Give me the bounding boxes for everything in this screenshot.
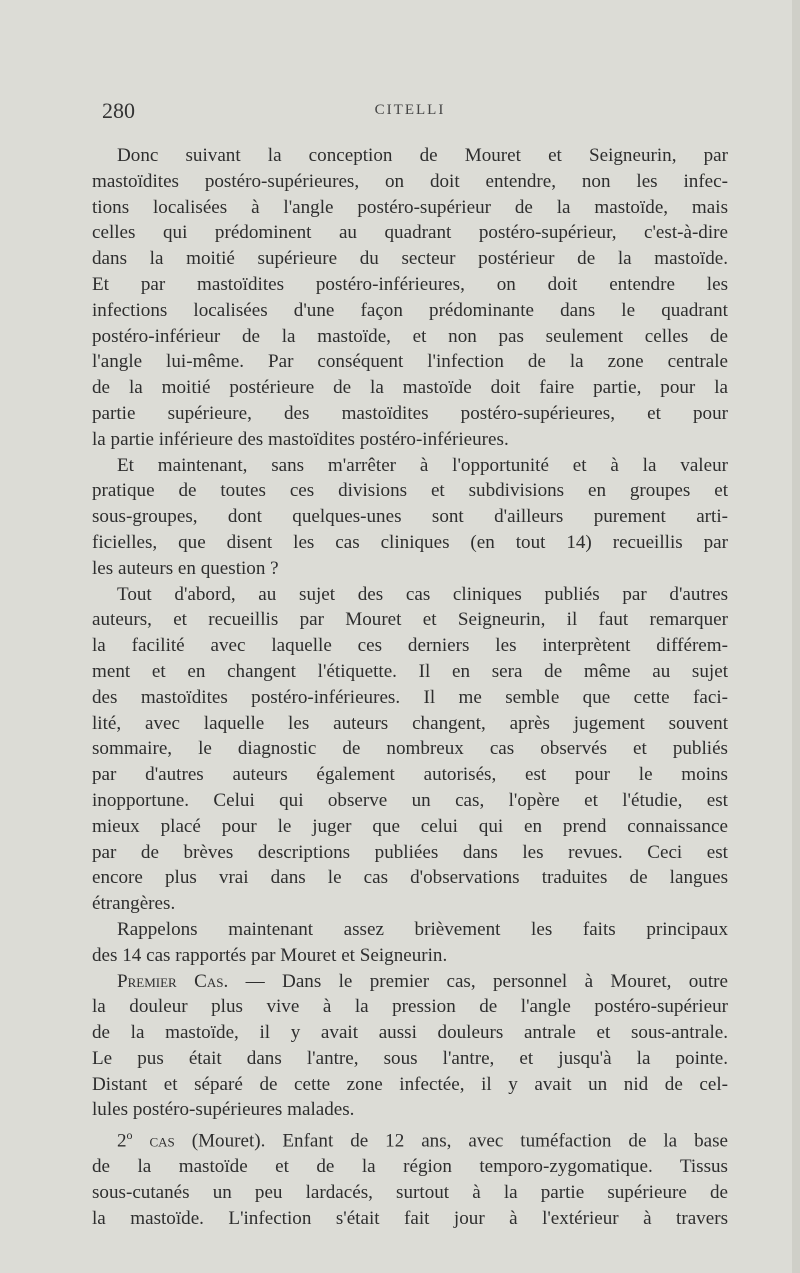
text-line: infections localisées d'une façon prédominante dans le quadrant [92,299,728,321]
text-line: de la mastoïde et de la région temporo-zygomatique. Tissus [92,1156,728,1178]
text-line: la douleur plus vive à la pression de l'angle postéro-supérieur [92,996,728,1018]
paragraph-first-case [92,969,728,1124]
text-line: Tout d'abord, au sujet des cas cliniques publiés par d'autres [117,583,728,605]
paragraph-second-case [92,1123,728,1232]
text-line: partie supérieure, des mastoïdites postéro-supérieures, et pour [92,402,728,424]
text-line: Distant et séparé de cette zone infectée, il y avait un nid de cel- [92,1073,728,1095]
paragraph-mastoid-definitions [92,143,728,453]
page-number: 280 [102,98,135,123]
text-line: mieux placé pour le juger que celui qui en prend connaissance [92,815,728,837]
text-line: dans la moitié supérieure du secteur postérieur de la mastoïde. [92,248,728,270]
paragraph-other-authors [92,582,728,917]
text-line: étrangères. [92,893,176,915]
text-line: postéro-inférieur de la mastoïde, et non pas seulement celles de [92,325,728,347]
text-line: par d'autres auteurs également autorisés, est pour le moins [92,764,728,786]
text-line: de la mastoïde, il y avait aussi douleurs antrale et sous-antrale. [92,1022,728,1044]
text-line: sous-groupes, dont quelques-unes sont d'ailleurs purement arti- [92,506,728,528]
text-line: Le pus était dans l'antre, sous l'antre, et jusqu'à la pointe. [92,1047,728,1069]
text-line: inopportune. Celui qui observe un cas, l'opère et l'étudie, est [92,789,728,811]
text-line: lules postéro-supérieures malades. [92,1099,355,1121]
text-line: Rappelons maintenant assez brièvement les faits principaux [117,918,728,940]
text-line: par de brèves descriptions publiées dans les revues. Ceci est [92,841,728,863]
text-line: des 14 cas rapportés par Mouret et Seigneurin. [92,944,448,966]
paragraph-clinical-question [92,453,728,582]
text-line: lité, avec laquelle les auteurs changent, après jugement souvent [92,712,728,734]
text-line: Et par mastoïdites postéro-inférieures, on doit entendre les [92,273,728,295]
case-number: 2 [117,1130,127,1152]
case-heading: cas [132,1130,175,1152]
text-line: les auteurs en question ? [92,557,279,579]
text-line: de la moitié postérieure de la mastoïde doit faire partie, pour la [92,377,728,399]
running-head [92,98,728,128]
case-heading: Premier Cas. [117,970,229,992]
text-line [92,1123,728,1154]
text-line: des mastoïdites postéro-inférieures. Il me semble que cette faci- [92,686,728,708]
text-line: sous-cutanés un peu lardacés, surtout à la partie supérieure de [92,1182,728,1204]
text-line: la facilité avec laquelle ces derniers les interprètent différem- [92,635,728,657]
text-line: mastoïdites postéro-supérieures, on doit entendre, non les infec- [92,170,728,192]
text-line: l'angle lui-même. Par conséquent l'infection de la zone centrale [92,351,728,373]
text-line: ficielles, que disent les cas cliniques (en tout 14) recueillis par [92,531,728,553]
body-text [92,143,728,1232]
text-line: celles qui prédominent au quadrant postéro-supérieur, c'est-à-dire [92,222,728,244]
text-line: ment et en changent l'étiquette. Il en sera de même au sujet [92,660,728,682]
text-line: pratique de toutes ces divisions et subdivisions en groupes et [92,480,728,502]
text-line: la mastoïde. L'infection s'était fait jour à l'extérieur à travers [92,1208,728,1230]
text-line-content: — Dans le premier cas, personnel à Mouret, outre [228,970,728,992]
text-line: encore plus vrai dans le cas d'observations traduites de langues [92,867,728,889]
text-line: auteurs, et recueillis par Mouret et Seigneurin, il faut remarquer [92,609,728,631]
text-line-content: (Mouret). Enfant de 12 ans, avec tuméfaction de la base [174,1130,728,1152]
text-line: tions localisées à l'angle postéro-supérieur de la mastoïde, mais [92,196,728,218]
paragraph-summary-intro [92,917,728,969]
text-line: Donc suivant la conception de Mouret et Seigneurin, par [117,145,728,166]
text-line: sommaire, le diagnostic de nombreux cas observés et publiés [92,738,728,760]
running-title: CITELLI [374,102,446,118]
text-line: la partie inférieure des mastoïdites postéro-inférieures. [92,428,509,450]
text-line: Et maintenant, sans m'arrêter à l'opportunité et à la valeur [117,454,728,476]
text-line [92,969,728,995]
case-ordinal: o [126,1128,133,1143]
